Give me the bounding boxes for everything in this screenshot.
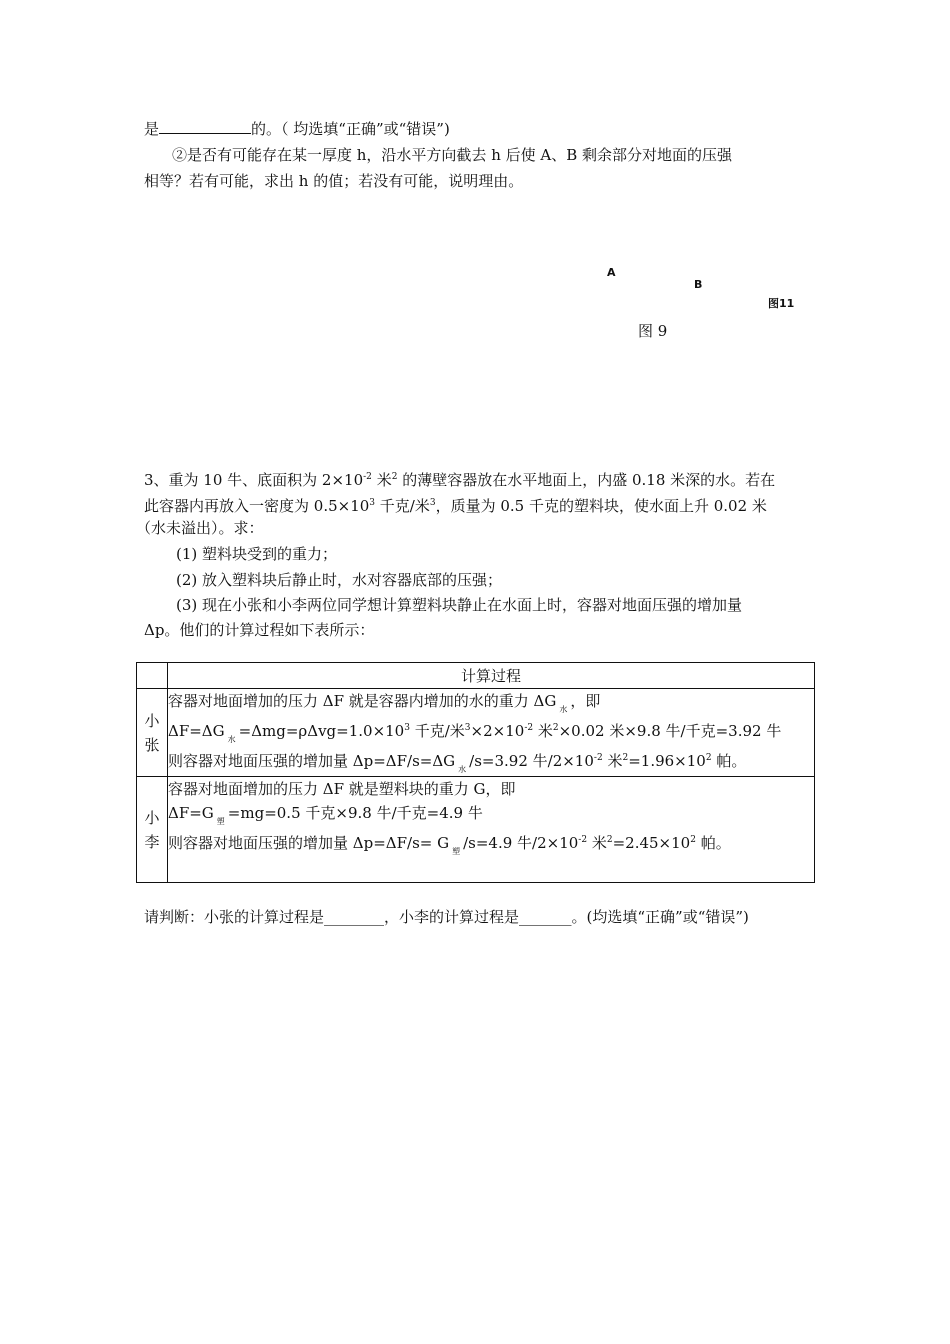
text-segment: 是: [144, 120, 160, 138]
figure-label-b: B: [694, 278, 703, 291]
answer-line-1: [144, 118, 450, 140]
calculation-table: [136, 662, 815, 883]
q3-sub-3: (3) 现在小张和小李两位同学想计算塑料块静止在水面上时，容器对地面压强的增加量: [176, 596, 743, 614]
q3-sub-2: (2) 放入塑料块后静止时，水对容器底部的压强；: [176, 571, 503, 589]
li-line-1: 容器对地面增加的压力 ΔF 就是塑料块的重力 G，即: [168, 780, 516, 798]
text-segment: 。(均选填“正确”或“错误”): [571, 908, 749, 926]
header-empty-cell: [137, 663, 168, 689]
q3-line-3: （水未溢出）。求：: [136, 519, 264, 537]
figure-caption: 图 9: [638, 322, 668, 340]
text-segment: 请判断：小张的计算过程是: [144, 908, 325, 926]
zhang-line-1: 容器对地面增加的压力 ΔF 就是容器内增加的水的重力 ΔG $_水$ ，即: [168, 692, 601, 714]
judge-line: [144, 906, 749, 928]
answer-blank-zhang[interactable]: ________: [324, 908, 385, 926]
table-header-row: [137, 663, 815, 689]
process-cell-zhang: [168, 689, 815, 777]
q3-line-1: 3、重为 10 牛、底面积为 $2\times 10^{-2}$ 米$^2$ 的薄壁容器放在水平地面上，内盛 0.18 米深的水。若在: [144, 471, 776, 489]
answer-blank[interactable]: [159, 119, 251, 134]
text-segment: 的。（ 均选填“正确”或“错误”): [251, 120, 450, 138]
table-row-zhang: [137, 689, 815, 777]
figure-label-11: 图11: [768, 297, 795, 310]
table-row-li: [137, 777, 815, 883]
zhang-line-3: 则容器对地面压强的增加量 Δp=ΔF/s=ΔG $_水$ /s=3.92 牛$/2\times 10^{-2}$ 米$^2=1.96\times 10^2$ 帕。: [168, 752, 747, 774]
figure-label-a: A: [607, 266, 616, 279]
name-cell-li: 小 李: [137, 777, 168, 883]
q3-sub-1: (1) 塑料块受到的重力；: [176, 545, 338, 563]
header-cell: 计算过程: [168, 663, 815, 689]
process-cell-li: [168, 777, 815, 883]
zhang-line-2: ΔF=ΔG $_水 =\Delta mg=\rho\Delta vg=1.0\times 10^3$ 千克/米$^3\times 2\times 10^{-2}$ 米$^2$×0.02 米×9.8 牛/千克=3.92 牛: [168, 722, 782, 744]
q3-line-2: 此容器内再放入一密度为 $0.5\times 10^3$ 千克/米$^3$，质量为 0.5 千克的塑料块，使水面上升 0.02 米: [144, 497, 767, 515]
question-2-line-2: 相等？若有可能，求出 h 的值；若没有可能，说明理由。: [144, 172, 524, 190]
answer-blank-li[interactable]: _______: [519, 908, 572, 926]
li-line-2: ΔF=G $_塑$ =mg=0.5 千克×9.8 牛/千克=4.9 牛: [168, 804, 483, 826]
name-cell-zhang: 小 张: [137, 689, 168, 777]
text-segment: ，小李的计算过程是: [384, 908, 520, 926]
q3-sub-3-cont: Δp。他们的计算过程如下表所示：: [144, 621, 375, 639]
question-2-line-1: ②是否有可能存在某一厚度 h，沿水平方向截去 h 后使 A、B 剩余部分对地面的压强: [172, 146, 733, 164]
li-line-3: 则容器对地面压强的增加量 Δp=ΔF/s= G $_塑$ /s=4.9 牛$/2\times 10^{-2}$ 米$^2=2.45\times 10^2$ 帕。: [168, 834, 731, 856]
